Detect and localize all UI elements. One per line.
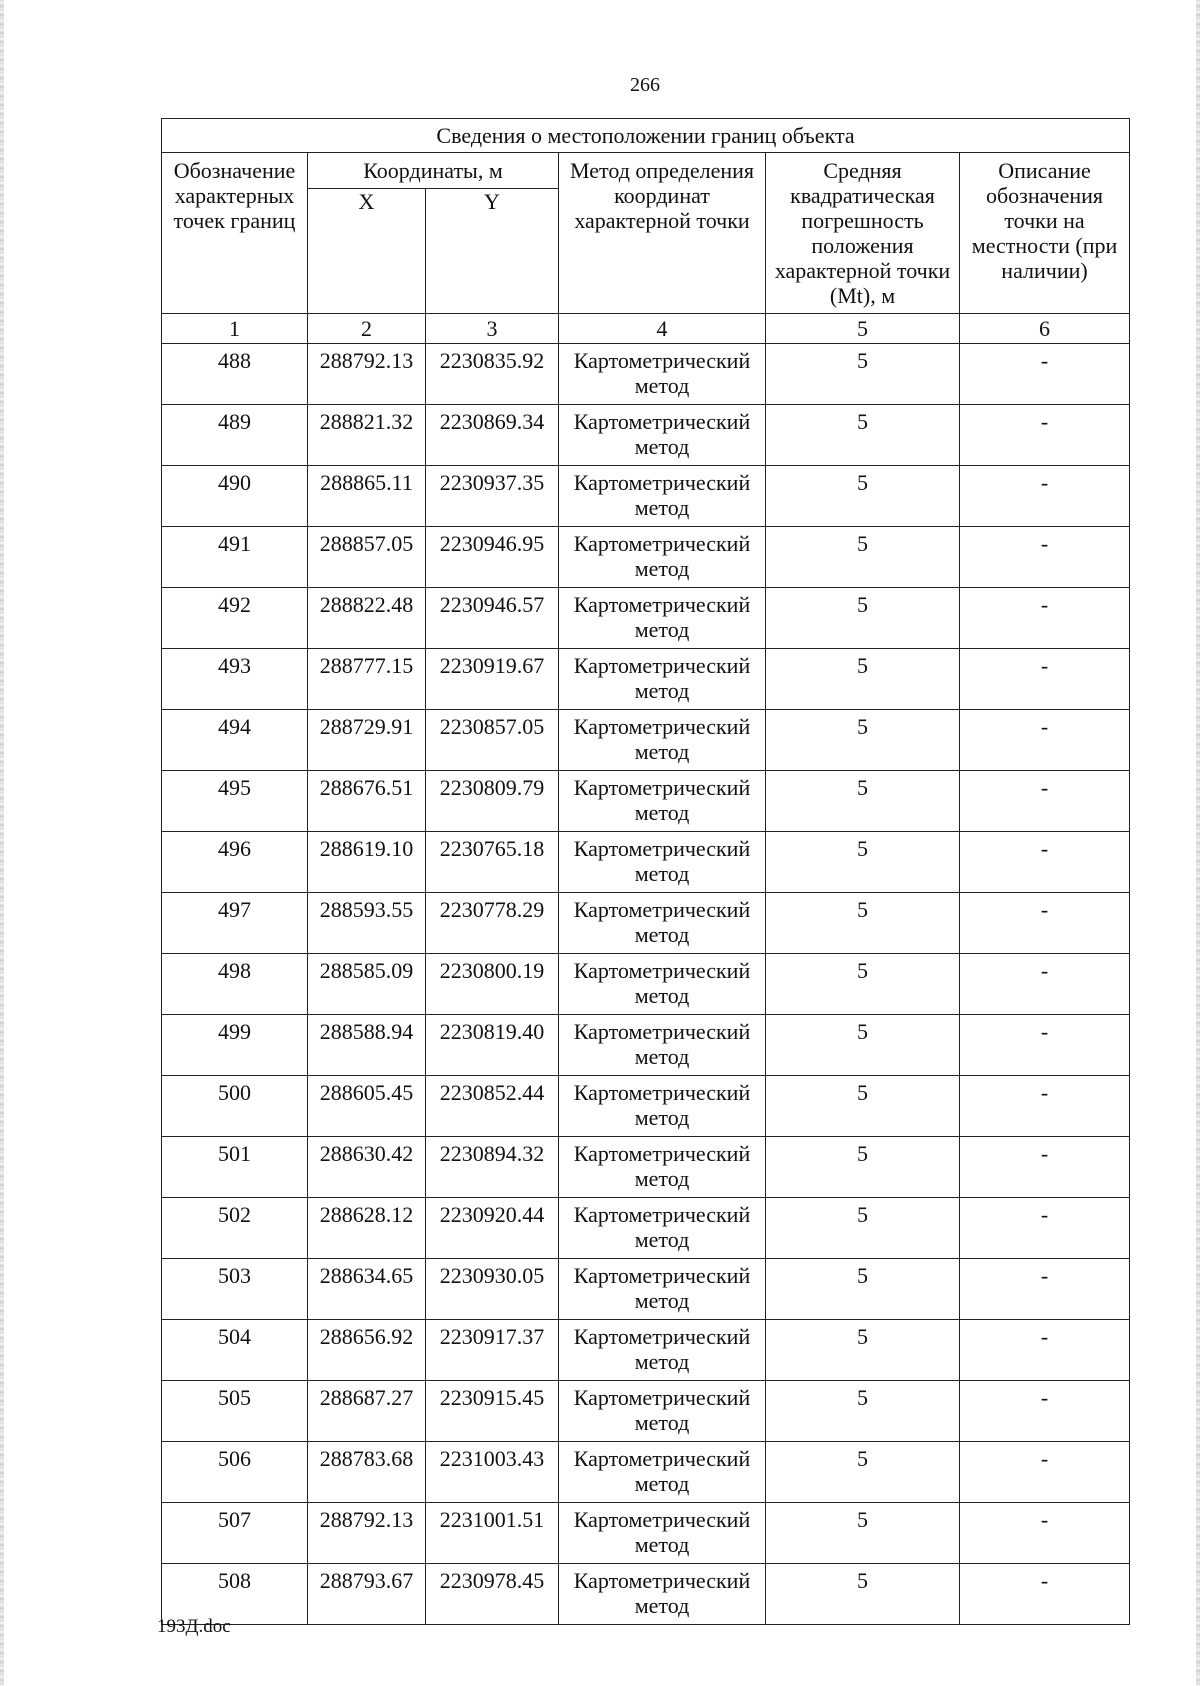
description-cell: - <box>960 405 1130 466</box>
method-cell: Картометрический метод <box>559 893 766 954</box>
y-cell: 2230800.19 <box>426 954 559 1015</box>
error-cell: 5 <box>766 832 960 893</box>
description-cell: - <box>960 1320 1130 1381</box>
error-cell: 5 <box>766 1198 960 1259</box>
method-cell: Картометрический метод <box>559 1015 766 1076</box>
description-cell: - <box>960 344 1130 405</box>
point-cell: 489 <box>162 405 308 466</box>
point-cell: 495 <box>162 771 308 832</box>
y-cell: 2230917.37 <box>426 1320 559 1381</box>
description-cell: - <box>960 1442 1130 1503</box>
table-row <box>162 1137 1130 1198</box>
description-cell: - <box>960 1381 1130 1442</box>
point-cell: 504 <box>162 1320 308 1381</box>
y-cell: 2230778.29 <box>426 893 559 954</box>
y-cell: 2230869.34 <box>426 405 559 466</box>
x-cell: 288792.13 <box>308 1503 426 1564</box>
table-row <box>162 771 1130 832</box>
description-cell: - <box>960 1076 1130 1137</box>
column-number-row <box>162 314 1130 344</box>
column-number: 6 <box>960 314 1130 344</box>
x-cell: 288619.10 <box>308 832 426 893</box>
method-cell: Картометрический метод <box>559 466 766 527</box>
header-x: X <box>308 189 426 314</box>
column-number: 1 <box>162 314 308 344</box>
method-cell: Картометрический метод <box>559 1076 766 1137</box>
point-cell: 496 <box>162 832 308 893</box>
error-cell: 5 <box>766 1442 960 1503</box>
error-cell: 5 <box>766 1259 960 1320</box>
error-cell: 5 <box>766 649 960 710</box>
x-cell: 288676.51 <box>308 771 426 832</box>
table-row <box>162 1076 1130 1137</box>
scan-edge-right <box>1196 0 1200 1686</box>
method-cell: Картометрический метод <box>559 771 766 832</box>
header-point-designation: Обозначение характерных точек границ <box>162 153 308 314</box>
x-cell: 288630.42 <box>308 1137 426 1198</box>
point-cell: 508 <box>162 1564 308 1625</box>
table-row <box>162 1381 1130 1442</box>
table-row <box>162 893 1130 954</box>
y-cell: 2230920.44 <box>426 1198 559 1259</box>
error-cell: 5 <box>766 344 960 405</box>
error-cell: 5 <box>766 1320 960 1381</box>
method-cell: Картометрический метод <box>559 954 766 1015</box>
error-cell: 5 <box>766 1564 960 1625</box>
column-number: 2 <box>308 314 426 344</box>
x-cell: 288588.94 <box>308 1015 426 1076</box>
x-cell: 288687.27 <box>308 1381 426 1442</box>
x-cell: 288605.45 <box>308 1076 426 1137</box>
point-cell: 491 <box>162 527 308 588</box>
error-cell: 5 <box>766 1137 960 1198</box>
y-cell: 2230946.95 <box>426 527 559 588</box>
point-cell: 507 <box>162 1503 308 1564</box>
header-error: Средняя квадратическая погрешность положения характерной точки (Mt), м <box>766 153 960 314</box>
x-cell: 288865.11 <box>308 466 426 527</box>
y-cell: 2230809.79 <box>426 771 559 832</box>
description-cell: - <box>960 1198 1130 1259</box>
x-cell: 288777.15 <box>308 649 426 710</box>
description-cell: - <box>960 527 1130 588</box>
y-cell: 2230946.57 <box>426 588 559 649</box>
boundary-table <box>161 118 1130 1625</box>
point-cell: 497 <box>162 893 308 954</box>
table-row <box>162 344 1130 405</box>
y-cell: 2230894.32 <box>426 1137 559 1198</box>
table-row <box>162 1564 1130 1625</box>
description-cell: - <box>960 1503 1130 1564</box>
table-row <box>162 1259 1130 1320</box>
method-cell: Картометрический метод <box>559 1320 766 1381</box>
point-cell: 501 <box>162 1137 308 1198</box>
header-y: Y <box>426 189 559 314</box>
description-cell: - <box>960 1137 1130 1198</box>
method-cell: Картометрический метод <box>559 527 766 588</box>
method-cell: Картометрический метод <box>559 1503 766 1564</box>
error-cell: 5 <box>766 771 960 832</box>
method-cell: Картометрический метод <box>559 1564 766 1625</box>
point-cell: 498 <box>162 954 308 1015</box>
page-number: 266 <box>630 74 660 96</box>
error-cell: 5 <box>766 527 960 588</box>
x-cell: 288821.32 <box>308 405 426 466</box>
y-cell: 2231003.43 <box>426 1442 559 1503</box>
error-cell: 5 <box>766 710 960 771</box>
y-cell: 2230930.05 <box>426 1259 559 1320</box>
error-cell: 5 <box>766 1381 960 1442</box>
y-cell: 2230978.45 <box>426 1564 559 1625</box>
header-row <box>162 153 1130 189</box>
table-row <box>162 832 1130 893</box>
table-row <box>162 954 1130 1015</box>
description-cell: - <box>960 1564 1130 1625</box>
method-cell: Картометрический метод <box>559 832 766 893</box>
y-cell: 2230937.35 <box>426 466 559 527</box>
y-cell: 2230819.40 <box>426 1015 559 1076</box>
table-body <box>162 344 1130 1625</box>
y-cell: 2230835.92 <box>426 344 559 405</box>
column-number: 4 <box>559 314 766 344</box>
table-row <box>162 710 1130 771</box>
table-row <box>162 1015 1130 1076</box>
x-cell: 288628.12 <box>308 1198 426 1259</box>
point-cell: 505 <box>162 1381 308 1442</box>
description-cell: - <box>960 832 1130 893</box>
y-cell: 2230765.18 <box>426 832 559 893</box>
table-row <box>162 1442 1130 1503</box>
description-cell: - <box>960 1259 1130 1320</box>
method-cell: Картометрический метод <box>559 588 766 649</box>
y-cell: 2230857.05 <box>426 710 559 771</box>
point-cell: 490 <box>162 466 308 527</box>
error-cell: 5 <box>766 1015 960 1076</box>
table-row <box>162 1198 1130 1259</box>
point-cell: 494 <box>162 710 308 771</box>
x-cell: 288793.67 <box>308 1564 426 1625</box>
x-cell: 288634.65 <box>308 1259 426 1320</box>
point-cell: 492 <box>162 588 308 649</box>
description-cell: - <box>960 649 1130 710</box>
description-cell: - <box>960 954 1130 1015</box>
description-cell: - <box>960 588 1130 649</box>
table-row <box>162 405 1130 466</box>
point-cell: 500 <box>162 1076 308 1137</box>
point-cell: 502 <box>162 1198 308 1259</box>
error-cell: 5 <box>766 405 960 466</box>
header-method: Метод определения координат характерной точки <box>559 153 766 314</box>
point-cell: 488 <box>162 344 308 405</box>
point-cell: 506 <box>162 1442 308 1503</box>
point-cell: 499 <box>162 1015 308 1076</box>
x-cell: 288792.13 <box>308 344 426 405</box>
method-cell: Картометрический метод <box>559 344 766 405</box>
description-cell: - <box>960 771 1130 832</box>
error-cell: 5 <box>766 1503 960 1564</box>
y-cell: 2230852.44 <box>426 1076 559 1137</box>
table-title-row <box>162 119 1130 153</box>
document-filename: 193Д.doc <box>157 1616 231 1637</box>
method-cell: Картометрический метод <box>559 710 766 771</box>
method-cell: Картометрический метод <box>559 649 766 710</box>
y-cell: 2231001.51 <box>426 1503 559 1564</box>
x-cell: 288783.68 <box>308 1442 426 1503</box>
description-cell: - <box>960 893 1130 954</box>
point-cell: 493 <box>162 649 308 710</box>
y-cell: 2230915.45 <box>426 1381 559 1442</box>
table-title: Сведения о местоположении границ объекта <box>162 119 1130 153</box>
method-cell: Картометрический метод <box>559 405 766 466</box>
error-cell: 5 <box>766 466 960 527</box>
method-cell: Картометрический метод <box>559 1381 766 1442</box>
table-row <box>162 527 1130 588</box>
x-cell: 288585.09 <box>308 954 426 1015</box>
table-row <box>162 649 1130 710</box>
description-cell: - <box>960 466 1130 527</box>
method-cell: Картометрический метод <box>559 1259 766 1320</box>
header-coordinates: Координаты, м <box>308 153 559 189</box>
error-cell: 5 <box>766 588 960 649</box>
method-cell: Картометрический метод <box>559 1137 766 1198</box>
column-number: 3 <box>426 314 559 344</box>
table-row <box>162 588 1130 649</box>
header-description: Описание обозначения точки на местности (при наличии) <box>960 153 1130 314</box>
method-cell: Картометрический метод <box>559 1442 766 1503</box>
description-cell: - <box>960 710 1130 771</box>
error-cell: 5 <box>766 893 960 954</box>
column-number: 5 <box>766 314 960 344</box>
point-cell: 503 <box>162 1259 308 1320</box>
description-cell: - <box>960 1015 1130 1076</box>
table-row <box>162 466 1130 527</box>
scan-edge-left <box>0 0 4 1686</box>
x-cell: 288822.48 <box>308 588 426 649</box>
table-row <box>162 1503 1130 1564</box>
error-cell: 5 <box>766 1076 960 1137</box>
x-cell: 288593.55 <box>308 893 426 954</box>
error-cell: 5 <box>766 954 960 1015</box>
x-cell: 288857.05 <box>308 527 426 588</box>
table-row <box>162 1320 1130 1381</box>
y-cell: 2230919.67 <box>426 649 559 710</box>
x-cell: 288656.92 <box>308 1320 426 1381</box>
x-cell: 288729.91 <box>308 710 426 771</box>
method-cell: Картометрический метод <box>559 1198 766 1259</box>
